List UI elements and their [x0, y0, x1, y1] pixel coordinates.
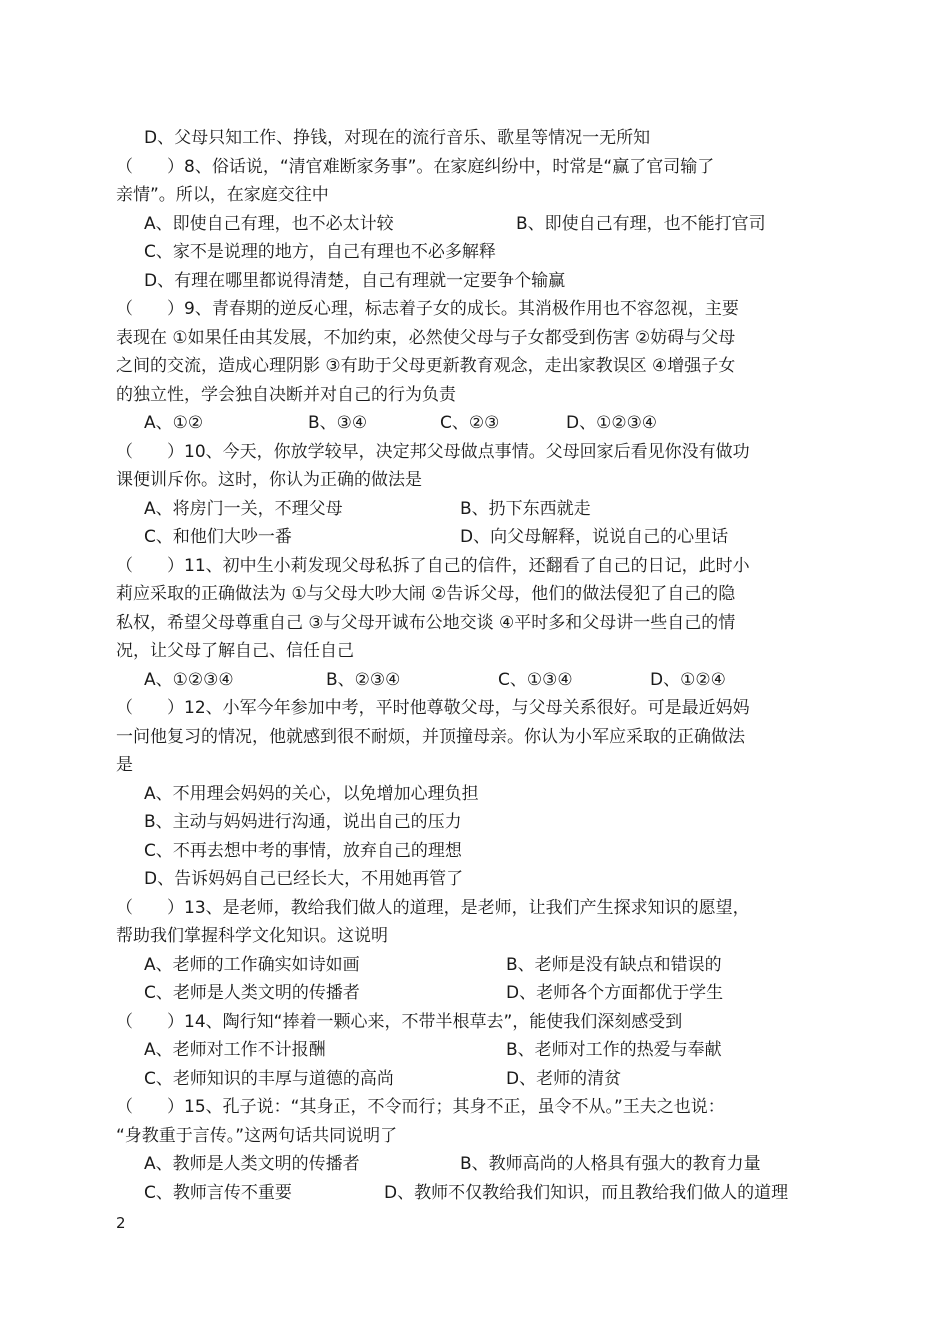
q11-stem-line-2: 莉应采取的正确做法为 ①与父母大吵大闹 ②告诉父母，他们的做法侵犯了自己的隐	[116, 584, 736, 604]
q13-option-a: A、老师的工作确实如诗如画	[144, 954, 360, 975]
q8-options-row-1	[116, 210, 838, 239]
q11-stem-line-3: 私权，希望父母尊重自己 ③与父母开诚布公地交谈 ④平时多和父母讲一些自己的情	[116, 612, 736, 633]
q13-option-c: C、老师是人类文明的传播者	[144, 983, 360, 1003]
q10-option-a: A、将房门一关，不理父母	[144, 498, 343, 519]
q15-options-row-1	[116, 1150, 838, 1179]
page-number: 2	[116, 1214, 126, 1232]
q15-stem-line-2: “身教重于言传。”这两句话共同说明了	[116, 1125, 398, 1146]
q14-option-b: B、老师对工作的热爱与奉献	[506, 1040, 722, 1060]
q15-option-b: B、教师高尚的人格具有强大的教育力量	[460, 1154, 761, 1174]
q9-stem-line-1: （ ）9、青春期的逆反心理，标志着子女的成长。其消极作用也不容忽视，主要	[116, 299, 739, 319]
q13-options-row-1	[116, 951, 838, 980]
q12-stem-line-1: （ ）12、小军今年参加中考，平时他尊敬父母，与父母关系很好。可是最近妈妈	[116, 698, 750, 718]
q9-stem-line-4: 的独立性，学会独自决断并对自己的行为负责	[116, 384, 456, 405]
q10-options-row-1	[116, 495, 838, 524]
q8-option-d: D、有理在哪里都说得清楚，自己有理就一定要争个输赢	[144, 270, 566, 291]
q13-option-d: D、老师各个方面都优于学生	[506, 983, 724, 1003]
q14-option-d: D、老师的清贫	[506, 1068, 622, 1089]
q9-options-row	[116, 409, 838, 438]
q10-option-b: B、扔下东西就走	[460, 498, 591, 519]
q10-option-c: C、和他们大吵一番	[144, 527, 292, 547]
q14-stem-line-1: （ ）14、陶行知“捧着一颗心来，不带半根草去”，能使我们深刻感受到	[116, 1011, 683, 1032]
q9-option-c: C、②③	[440, 413, 500, 433]
q15-options-row-2	[116, 1179, 838, 1208]
q8-stem-line-2: 亲情”。所以，在家庭交往中	[116, 185, 329, 205]
q12-option-d: D、告诉妈妈自己已经长大，不用她再管了	[144, 869, 464, 889]
q11-stem-line-4: 况，让父母了解自己、信任自己	[116, 641, 354, 661]
q9-stem-line-3: 之间的交流，造成心理阴影 ③有助于父母更新教育观念，走出家教误区 ④增强子女	[116, 356, 736, 376]
q15-option-a: A、教师是人类文明的传播者	[144, 1154, 360, 1174]
document-body	[116, 124, 838, 1207]
q8-option-b: B、即使自己有理，也不能打官司	[516, 213, 766, 234]
q14-options-row-1	[116, 1036, 838, 1065]
q11-option-d: D、①②④	[650, 669, 726, 690]
q13-stem-line-1: （ ）13、是老师，教给我们做人的道理，是老师，让我们产生探求知识的愿望，	[116, 897, 750, 918]
q11-option-a: A、①②③④	[144, 669, 234, 690]
q9-option-b: B、③④	[308, 413, 368, 433]
q10-option-d: D、向父母解释，说说自己的心里话	[460, 527, 729, 547]
q13-options-row-2	[116, 979, 838, 1008]
q12-option-c: C、不再去想中考的事情，放弃自己的理想	[144, 840, 462, 861]
q12-option-a: A、不用理会妈妈的关心，以免增加心理负担	[144, 783, 479, 804]
q14-option-a: A、老师对工作不计报酬	[144, 1040, 326, 1060]
q10-options-row-2	[116, 523, 838, 552]
q15-stem-line-1: （ ）15、孔子说：“其身正，不令而行；其身不正，虽令不从。”王夫之也说：	[116, 1097, 725, 1117]
q15-option-c: C、教师言传不重要	[144, 1182, 292, 1203]
q12-stem-line-3: 是	[116, 755, 133, 775]
q8-stem-line-1: （ ）8、俗话说，“清官难断家务事”。在家庭纠纷中，时常是“赢了官司输了	[116, 156, 715, 177]
q9-option-a: A、①②	[144, 413, 204, 433]
q11-option-b: B、②③④	[326, 669, 401, 690]
q8-option-a: A、即使自己有理，也不必太计较	[144, 213, 394, 234]
q7-option-d: D、父母只知工作、挣钱，对现在的流行音乐、歌星等情况一无所知	[144, 128, 651, 148]
q8-option-c: C、家不是说理的地方，自己有理也不必多解释	[144, 242, 496, 262]
q11-options-row	[116, 666, 838, 695]
q12-stem-line-2: 一问他复习的情况，他就感到很不耐烦，并顶撞母亲。你认为小军应采取的正确做法	[116, 726, 745, 747]
q9-option-d: D、①②③④	[566, 413, 658, 433]
q13-option-b: B、老师是没有缺点和错误的	[506, 954, 722, 975]
q13-stem-line-2: 帮助我们掌握科学文化知识。这说明	[116, 926, 388, 946]
q10-stem-line-2: 课便训斥你。这时，你认为正确的做法是	[116, 470, 422, 490]
q14-options-row-2	[116, 1065, 838, 1094]
q9-stem-line-2: 表现在 ①如果任由其发展，不加约束，必然使父母与子女都受到伤害 ②妨碍与父母	[116, 327, 736, 348]
q10-stem-line-1: （ ）10、今天，你放学较早，决定邦父母做点事情。父母回家后看见你没有做功	[116, 441, 750, 462]
q15-option-d: D、教师不仅教给我们知识，而且教给我们做人的道理	[384, 1182, 789, 1203]
q11-option-c: C、①③④	[498, 669, 573, 690]
q12-option-b: B、主动与妈妈进行沟通，说出自己的压力	[144, 812, 462, 832]
q14-option-c: C、老师知识的丰厚与道德的高尚	[144, 1068, 394, 1089]
q11-stem-line-1: （ ）11、初中生小莉发现父母私拆了自己的信件，还翻看了自己的日记，此时小	[116, 555, 750, 576]
